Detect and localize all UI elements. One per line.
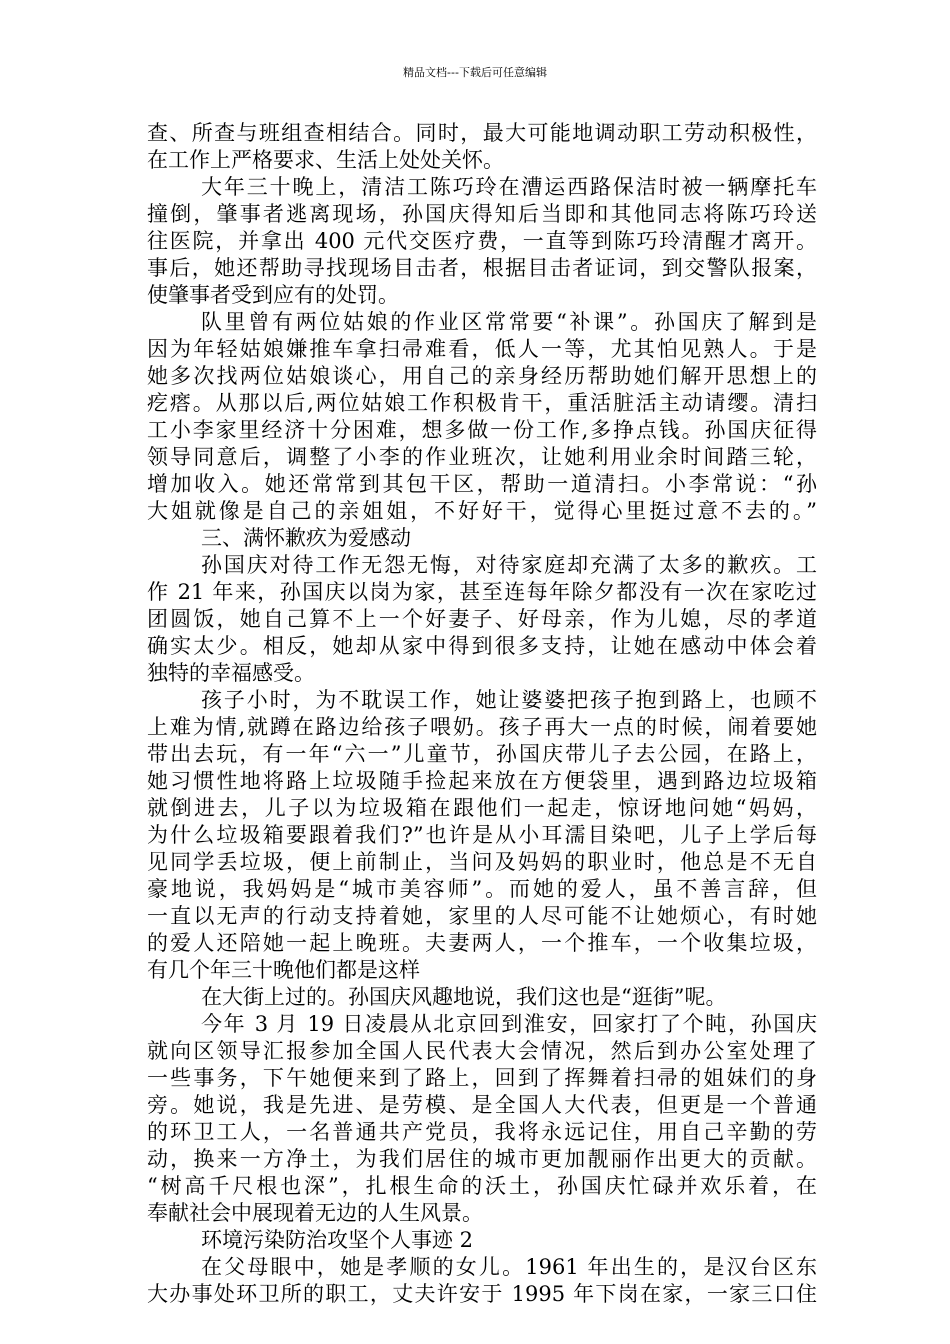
text-line: 环境污染防治攻坚个人事迹 2 (201, 1228, 474, 1252)
text-line: “树高千尺根也深”，扎根生命的沃土，孙国庆忙碌并欢乐着，在 (147, 1174, 817, 1198)
text-line: 就向区领导汇报参加全国人民代表大会情况，然后到办公室处理了 (147, 1039, 817, 1063)
text-line: 的环卫工人，一名普通共产党员，我将永远记住，用自己辛勤的劳 (147, 1120, 817, 1144)
text-line: 在父母眼中，她是孝顺的女儿。1961 年出生的，是汉台区东 (201, 1255, 817, 1279)
text-line: 增加收入。她还常常到其包干区，帮助一道清扫。小李常说：“孙 (147, 472, 817, 496)
text-line: 见同学丢垃圾，便上前制止，当问及妈妈的职业时，他总是不无自 (147, 850, 817, 874)
text-line: 领导同意后，调整了小李的作业班次，让她利用业余时间踏三轮， (147, 445, 817, 469)
text-line: 一直以无声的行动支持着她，家里的人尽可能不让她烦心，有时她 (147, 904, 817, 928)
text-line: 奉献社会中展现着无边的人生风景。 (147, 1201, 483, 1225)
text-line: 独特的幸福感受。 (147, 661, 315, 685)
text-line: 查、所查与班组查相结合。同时，最大可能地调动职工劳动积极性， (147, 121, 817, 145)
text-line: 带出去玩，有一年“六一”儿童节，孙国庆带儿子去公园，在路上， (147, 742, 817, 766)
text-line: 撞倒，肇事者逃离现场，孙国庆得知后当即和其他同志将陈巧玲送 (147, 202, 817, 226)
text-line: 她多次找两位姑娘谈心，用自己的亲身经历帮助她们解开思想上的 (147, 364, 817, 388)
text-line: 孩子小时，为不耽误工作，她让婆婆把孩子抱到路上，也顾不 (201, 688, 817, 712)
text-line: 大年三十晚上，清洁工陈巧玲在漕运西路保洁时被一辆摩托车 (201, 175, 817, 199)
text-line: 大办事处环卫所的职工，丈夫许安于 1995 年下岗在家，一家三口住 (147, 1282, 817, 1306)
text-line: 三、满怀歉疚为爱感动 (201, 526, 411, 550)
text-line: 今年 3 月 19 日凌晨从北京回到淮安，回家打了个盹，孙国庆 (201, 1012, 817, 1036)
text-line: 确实太少。相反，她却从家中得到很多支持，让她在感动中体会着 (147, 634, 817, 658)
text-line: 豪地说，我妈妈是“城市美容师”。而她的爱人，虽不善言辞，但 (147, 877, 817, 901)
text-line: 队里曾有两位姑娘的作业区常常要“补课”。孙国庆了解到是 (201, 310, 817, 334)
text-line: 疙瘩。从那以后,两位姑娘工作积极肯干，重活脏活主动请缨。清扫 (147, 391, 817, 415)
text-line: 旁。她说，我是先进、是劳模、是全国人大代表，但更是一个普通 (147, 1093, 817, 1117)
text-line: 一些事务，下午她便来到了路上，回到了挥舞着扫帚的姐妹们的身 (147, 1066, 817, 1090)
text-line: 为什么垃圾箱要跟着我们?”也许是从小耳濡目染吧，儿子上学后每 (147, 823, 817, 847)
text-line: 作 21 年来，孙国庆以岗为家，甚至连每年除夕都没有一次在家吃过 (147, 580, 817, 604)
text-line: 大姐就像是自己的亲姐姐，不好好干，觉得心里挺过意不去的。” (147, 499, 817, 523)
text-line: 在工作上严格要求、生活上处处关怀。 (147, 148, 504, 172)
text-line: 的爱人还陪她一起上晚班。夫妻两人，一个推车，一个收集垃圾， (147, 931, 817, 955)
text-line: 团圆饭，她自己算不上一个好妻子、好母亲，作为儿媳，尽的孝道 (147, 607, 817, 631)
text-line: 就倒进去，儿子以为垃圾箱在跟他们一起走，惊讶地问她“妈妈， (147, 796, 817, 820)
text-line: 孙国庆对待工作无怨无悔，对待家庭却充满了太多的歉疚。工 (201, 553, 817, 577)
text-line: 往医院，并拿出 400 元代交医疗费，一直等到陈巧玲清醒才离开。 (147, 229, 817, 253)
text-line: 在大街上过的。孙国庆风趣地说，我们这也是“逛街”呢。 (201, 985, 727, 1009)
text-line: 上难为情,就蹲在路边给孩子喂奶。孩子再大一点的时候，闹着要她 (147, 715, 817, 739)
text-line: 有几个年三十晚他们都是这样 (147, 958, 420, 982)
text-line: 她习惯性地将路上垃圾随手捡起来放在方便袋里，遇到路边垃圾箱 (147, 769, 817, 793)
text-line: 使肇事者受到应有的处罚。 (147, 283, 399, 307)
page-header: 精品文档---下载后可任意编辑 (403, 66, 547, 79)
text-line: 因为年轻姑娘嫌推车拿扫帚难看，低人一等，尤其怕见熟人。于是 (147, 337, 817, 361)
text-line: 动，换来一方净土，为我们居住的城市更加靓丽作出更大的贡献。 (147, 1147, 817, 1171)
text-line: 工小李家里经济十分困难，想多做一份工作,多挣点钱。孙国庆征得 (147, 418, 817, 442)
text-line: 事后，她还帮助寻找现场目击者，根据目击者证词，到交警队报案， (147, 256, 817, 280)
document-body (147, 120, 817, 1308)
